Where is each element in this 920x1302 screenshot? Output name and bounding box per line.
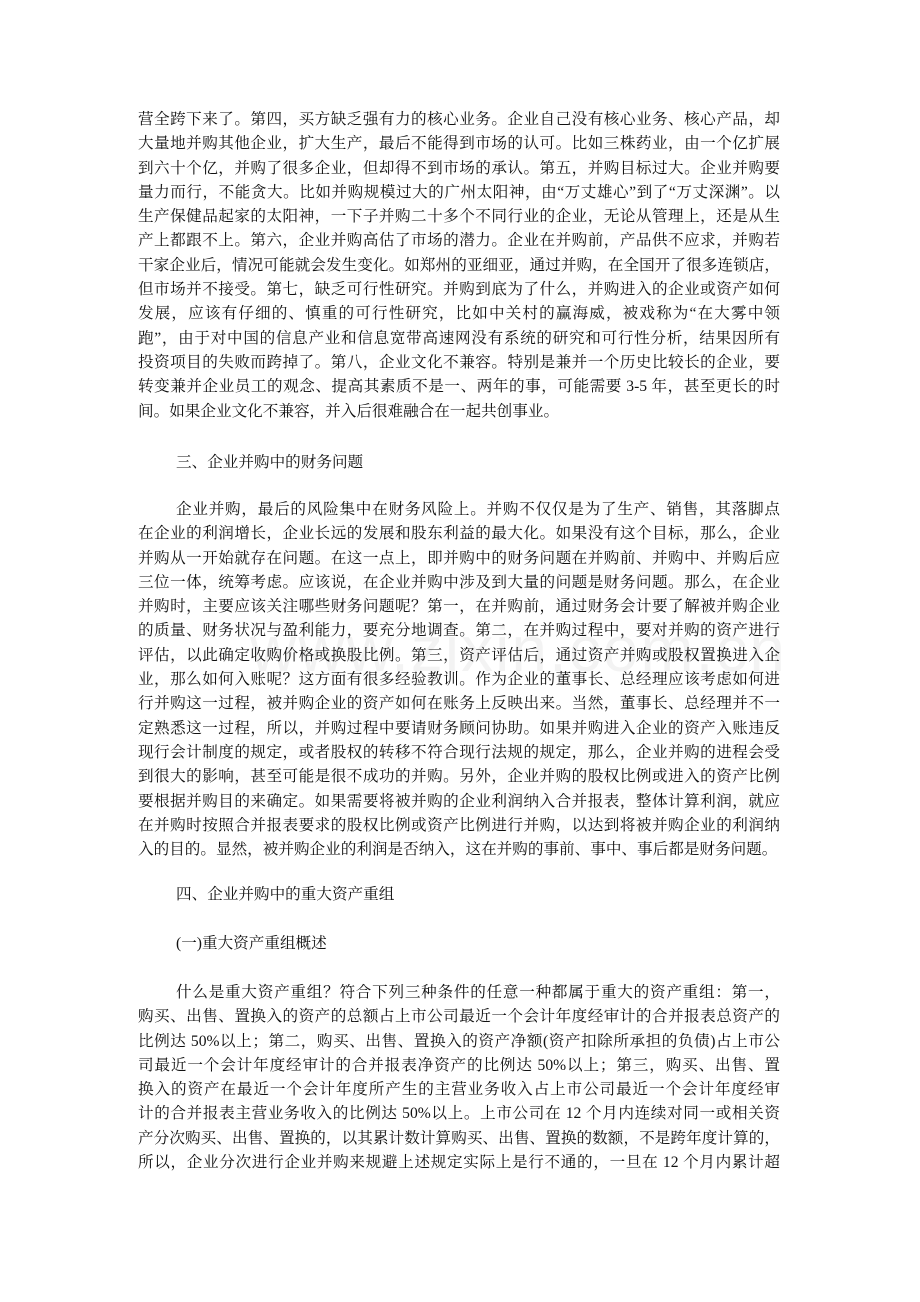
text-line: 并购时，主要应该关注哪些财务问题呢？第一，在并购前，通过财务会计要了解被并购企业 (138, 598, 780, 616)
text-line: 要根据并购目的来确定。如果需要将被并购的企业利润纳入合并报表，整体计算利润，就应 (138, 792, 780, 810)
text-line: 三位一体，统筹考虑。应该说，在企业并购中涉及到大量的问题是财务问题。那么，在企业 (138, 573, 780, 591)
text-line: 产分次购买、出售、置换的，以其累计数计算购买、出售、置换的数额，不是跨年度计算的， (138, 1129, 780, 1147)
text-line: 间。如果企业文化不兼容，并入后很难融合在一起共创事业。 (138, 402, 560, 420)
text-line: 跑”，由于对中国的信息产业和信息宽带高速网没有系统的研究和可行性分析，结果因所有 (138, 329, 780, 347)
text-line: 大量地并购其他企业，扩大生产，最后不能得到市场的认可。比如三株药业，由一个亿扩展 (138, 135, 780, 153)
text-line: 营全跨下来了。第四，买方缺乏强有力的核心业务。企业自己没有核心业务、核心产品，却 (138, 111, 780, 128)
text-line: 换入的资产在最近一个会计年度所产生的主营业务收入占上市公司最近一个会计年度经审 (138, 1081, 780, 1099)
text-line: 什么是重大资产重组？符合下列三种条件的任意一种都属于重大的资产重组：第一， (176, 984, 780, 1001)
subsection-heading-4-1: (一)重大资产重组概述 (176, 935, 327, 952)
text-line: 并购从一开始就存在问题。在这一点上，即并购中的财务问题在并购前、并购中、并购后应 (138, 549, 780, 567)
text-line: 到很大的影响，甚至可能是很不成功的并购。另外，企业并购的股权比例或进入的资产比例 (138, 768, 780, 786)
text-line: 但市场并不接受。第七，缺乏可行性研究。并购到底为了什么，并购进入的企业或资产如何 (138, 281, 780, 299)
paragraph-1 (138, 108, 780, 424)
text-line: 企业并购，最后的风险集中在财务风险上。并购不仅仅是为了生产、销售，其落脚点 (176, 501, 780, 518)
paragraph-4 (138, 981, 780, 1175)
section-heading-4: 四、企业并购中的重大资产重组 (176, 886, 395, 903)
text-line: 比例达 50%以上；第二，购买、出售、置换入的资产净额(资产扣除所承担的负债)占上市公 (138, 1032, 780, 1050)
text-line: 发展，应该有仔细的、慎重的可行性研究，比如中关村的赢海威，被戏称为“在大雾中领 (138, 305, 780, 323)
text-line: 量力而行，不能贪大。比如并购规模过大的广州太阳神，由“万丈雄心”到了“万丈深渊”。以 (138, 183, 780, 201)
text-line: 到六十个亿，并购了很多企业，但却得不到市场的承认。第五，并购目标过大。企业并购要 (138, 159, 780, 177)
text-line: 业，那么如何入账呢？这方面有很多经验教训。作为企业的董事长、总经理应该考虑如何进 (138, 671, 780, 689)
text-line: 司最近一个会计年度经审计的合并报表净资产的比例达 50%以上；第三，购买、出售、置 (138, 1056, 780, 1074)
text-line: 的质量、财务状况与盈利能力，要充分地调查。第二，在并购过程中，要对并购的资产进行 (138, 622, 780, 640)
text-line: 现行会计制度的规定，或者股权的转移不符合现行法规的规定，那么，企业并购的进程会受 (138, 743, 780, 761)
text-line: 在并购时按照合并报表要求的股权比例或资产比例进行并购，以达到将被并购企业的利润纳 (138, 816, 780, 834)
text-line: 定熟悉这一过程，所以，并购过程中要请财务顾问协助。如果并购进入企业的资产入账违反 (138, 719, 780, 737)
section-heading-3: 三、企业并购中的财务问题 (176, 454, 364, 471)
text-line: 转变兼并企业员工的观念、提高其素质不是一、两年的事，可能需要 3-5 年，甚至更长的时 (138, 378, 780, 396)
text-line: 生产保健品起家的太阳神，一下子并购二十多个不同行业的企业，无论从管理上，还是从生 (138, 208, 780, 226)
text-line: 计的合并报表主营业务收入的比例达 50%以上。上市公司在 12 个月内连续对同一或相关资 (138, 1105, 780, 1123)
text-line: 所以，企业分次进行企业并购来规避上述规定实际上是行不通的，一旦在 12 个月内累计超 (138, 1154, 780, 1172)
text-line: 行并购这一过程，被并购企业的资产如何在账务上反映出来。当然，董事长、总经理并不一 (138, 695, 780, 713)
text-line: 评估，以此确定收购价格或换股比例。第三，资产评估后，通过资产并购或股权置换进入企 (138, 646, 780, 664)
text-line: 在企业的利润增长，企业长远的发展和股东利益的最大化。如果没有这个目标，那么，企业 (138, 525, 780, 543)
text-line: 干家企业后，情况可能就会发生变化。如郑州的亚细亚，通过并购，在全国开了很多连锁店， (138, 256, 780, 274)
paragraph-3 (138, 498, 780, 862)
text-line: 购买、出售、置换入的资产的总额占上市公司最近一个会计年度经审计的合并报表总资产的 (138, 1008, 780, 1026)
text-line: 产上都跟不上。第六，企业并购高估了市场的潜力。企业在并购前，产品供不应求，并购若 (138, 232, 780, 250)
text-line: 入的目的。显然，被并购企业的利润是否纳入，这在并购的事前、事中、事后都是财务问题。 (138, 841, 778, 859)
text-line: 投资项目的失败而跨掉了。第八，企业文化不兼容。特别是兼并一个历史比较长的企业，要 (138, 353, 780, 371)
